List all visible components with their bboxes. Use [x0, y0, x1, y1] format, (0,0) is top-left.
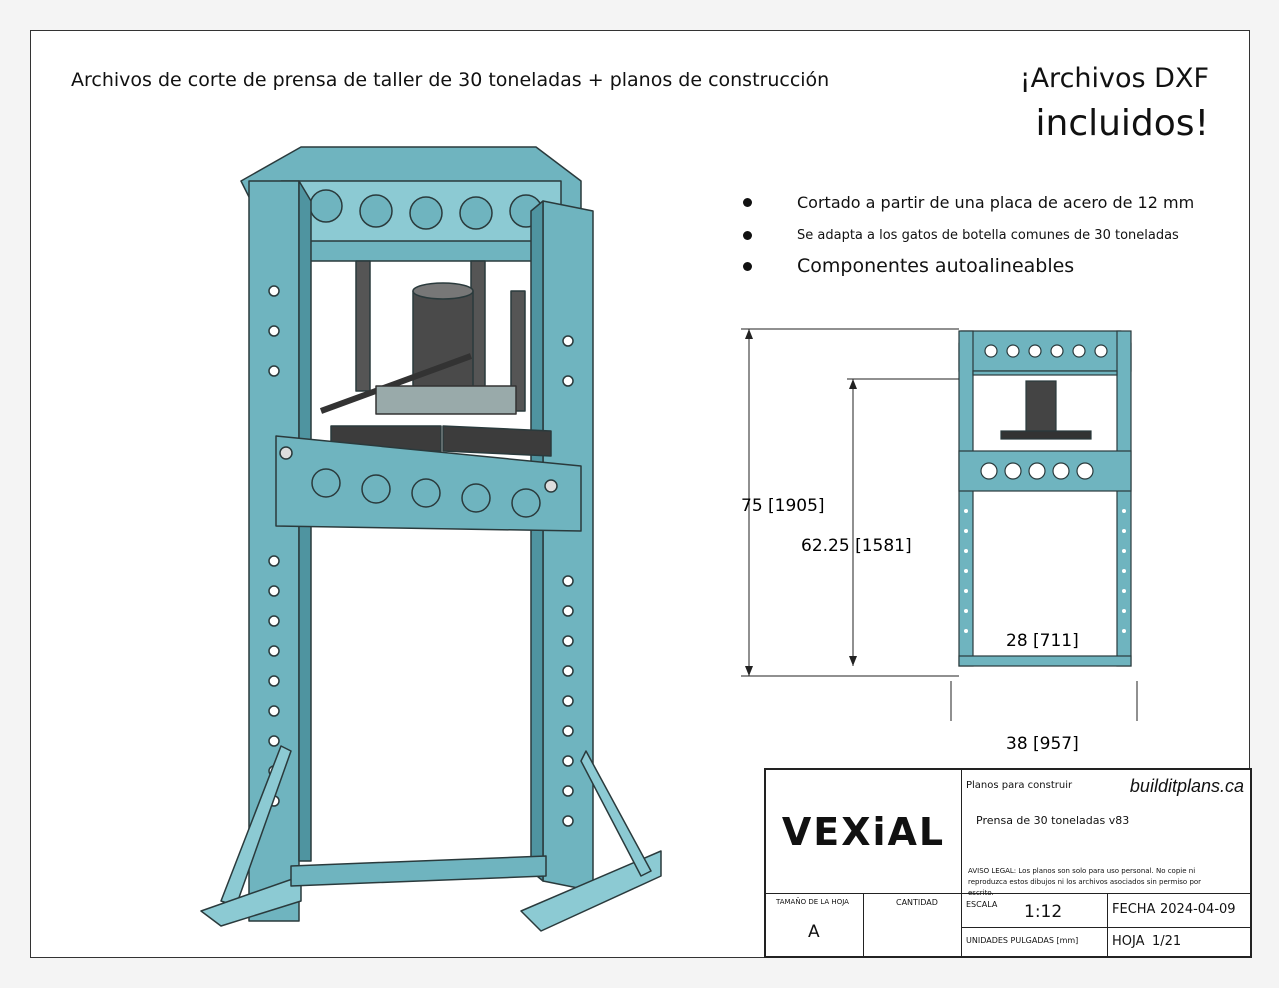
bottom-crossbar	[291, 856, 546, 886]
dxf-callout-line1: ¡Archivos DXF	[1019, 63, 1209, 94]
logo-cell	[766, 770, 962, 894]
date-value: 2024-04-09	[1160, 902, 1236, 917]
bullet-icon	[743, 262, 752, 271]
feature-text: Componentes autoalineables	[797, 255, 1075, 277]
scale-cell	[962, 894, 1108, 928]
vexial-logo: VEXiAL	[781, 809, 946, 854]
elevation-right-upright	[1117, 331, 1131, 666]
feature-text: Se adapta a los gatos de botella comunes de 30 toneladas	[797, 228, 1179, 243]
page-title: Archivos de corte de prensa de taller de 30 toneladas + planos de construcción	[71, 69, 830, 91]
date-cell	[1108, 894, 1250, 928]
units-cell	[962, 928, 1108, 956]
scale-label: ESCALA	[966, 900, 998, 909]
sheet-size-label: TAMAÑO DE LA HOJA	[776, 898, 849, 906]
quantity-label: CANTIDAD	[896, 898, 938, 907]
elevation-base	[959, 656, 1131, 666]
dim-inner-width: 28 [711]	[1006, 631, 1079, 651]
quantity-cell	[864, 894, 962, 956]
bullet-icon	[743, 198, 752, 207]
scale-value: 1:12	[1024, 902, 1063, 922]
feature-text: Cortado a partir de una placa de acero de 12 mm	[797, 193, 1195, 212]
elevation-left-upright	[959, 331, 973, 666]
sheet-size-value: A	[808, 922, 820, 942]
feature-item	[743, 255, 1074, 277]
dim-overall-height: 75 [1905]	[741, 496, 825, 516]
feature-item	[743, 193, 1194, 212]
title-block	[764, 768, 1252, 958]
sheet-label: HOJA	[1112, 934, 1145, 949]
dxf-callout-line2: incluidos!	[1035, 103, 1209, 144]
sheet-number-value: 1/21	[1152, 934, 1182, 949]
legal-notice: AVISO LEGAL: Los planos son solo para uso personal. No copie ni reproduzca estos dibujos ni los archivos asociados sin permiso por escrito.	[968, 867, 1202, 897]
return-spring	[356, 261, 370, 391]
feature-item	[743, 228, 1179, 243]
date-label: FECHA	[1112, 902, 1156, 917]
drawing-sheet	[30, 30, 1250, 958]
units-label: UNIDADES PULGADAS [mm]	[966, 936, 1079, 945]
part-name: Prensa de 30 toneladas v83	[976, 814, 1130, 827]
bed-plate	[443, 426, 551, 456]
sheet-size-cell	[766, 894, 864, 956]
elevation-jack	[1026, 381, 1056, 431]
plans-label: Planos para construir	[966, 780, 1073, 791]
sheet-number-cell	[1108, 928, 1250, 956]
dim-bed-height: 62.25 [1581]	[801, 536, 912, 556]
bullet-icon	[743, 231, 752, 240]
dim-outer-width: 38 [957]	[1006, 734, 1079, 754]
plans-cell	[962, 770, 1250, 897]
website: builditplans.ca	[1129, 776, 1244, 796]
front-elevation-view	[721, 321, 1151, 754]
press-isometric-view	[181, 141, 601, 921]
